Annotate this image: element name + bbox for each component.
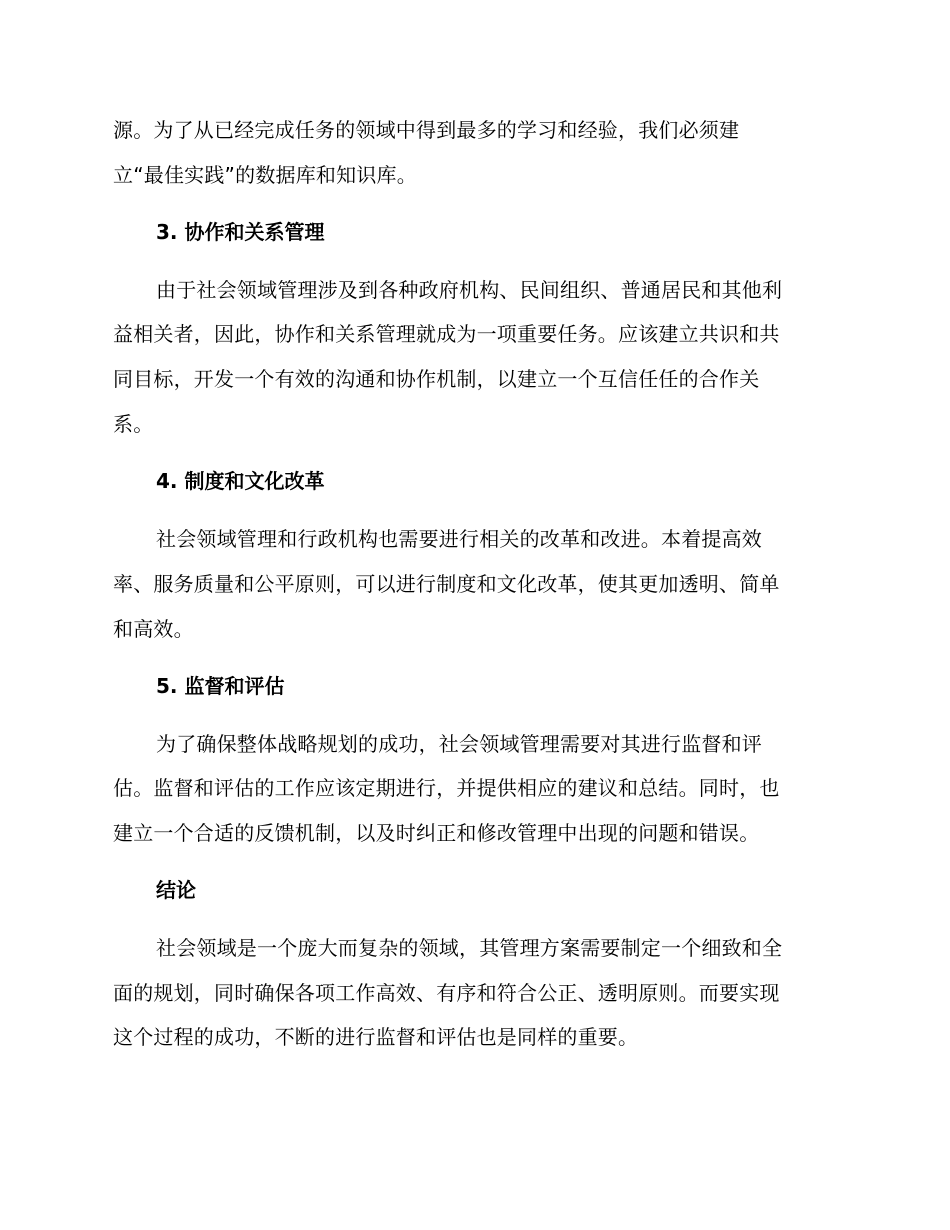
body-text-line: 率、服务质量和公平原则，可以进行制度和文化改革，使其更加透明、简单 — [113, 572, 780, 596]
body-text-line: 立“最佳实践”的数据库和知识库。 — [113, 163, 417, 187]
body-text-line: 益相关者，因此，协作和关系管理就成为一项重要任务。应该建立共识和共 — [113, 322, 780, 346]
body-text-line: 为了确保整体战略规划的成功，社会领域管理需要对其进行监督和评 — [156, 732, 762, 756]
body-text-line: 社会领域是一个庞大而复杂的领域，其管理方案需要制定一个细致和全 — [156, 936, 783, 960]
section-heading: 4. 制度和文化改革 — [156, 469, 325, 493]
section-heading: 结论 — [156, 878, 196, 902]
body-text-line: 和高效。 — [113, 617, 194, 641]
body-text-line: 系。 — [113, 412, 154, 436]
body-text-line: 估。监督和评估的工作应该定期进行，并提供相应的建议和总结。同时，也 — [113, 776, 780, 800]
body-text-line: 面的规划，同时确保各项工作高效、有序和符合公正、透明原则。而要实现 — [113, 981, 780, 1005]
body-text-line: 源。为了从已经完成任务的领域中得到最多的学习和经验，我们必须建 — [113, 118, 740, 142]
body-text-line: 由于社会领域管理涉及到各种政府机构、民间组织、普通居民和其他利 — [156, 278, 783, 302]
body-text-line: 同目标，开发一个有效的沟通和协作机制，以建立一个互信任任的合作关 — [113, 367, 760, 391]
section-heading: 3. 协作和关系管理 — [156, 220, 325, 244]
body-text-line: 建立一个合适的反馈机制，以及时纠正和修改管理中出现的问题和错误。 — [113, 821, 760, 845]
section-heading: 5. 监督和评估 — [156, 674, 285, 698]
body-text-line: 这个过程的成功，不断的进行监督和评估也是同样的重要。 — [113, 1025, 639, 1049]
body-text-line: 社会领域管理和行政机构也需要进行相关的改革和改进。本着提高效 — [156, 527, 762, 551]
